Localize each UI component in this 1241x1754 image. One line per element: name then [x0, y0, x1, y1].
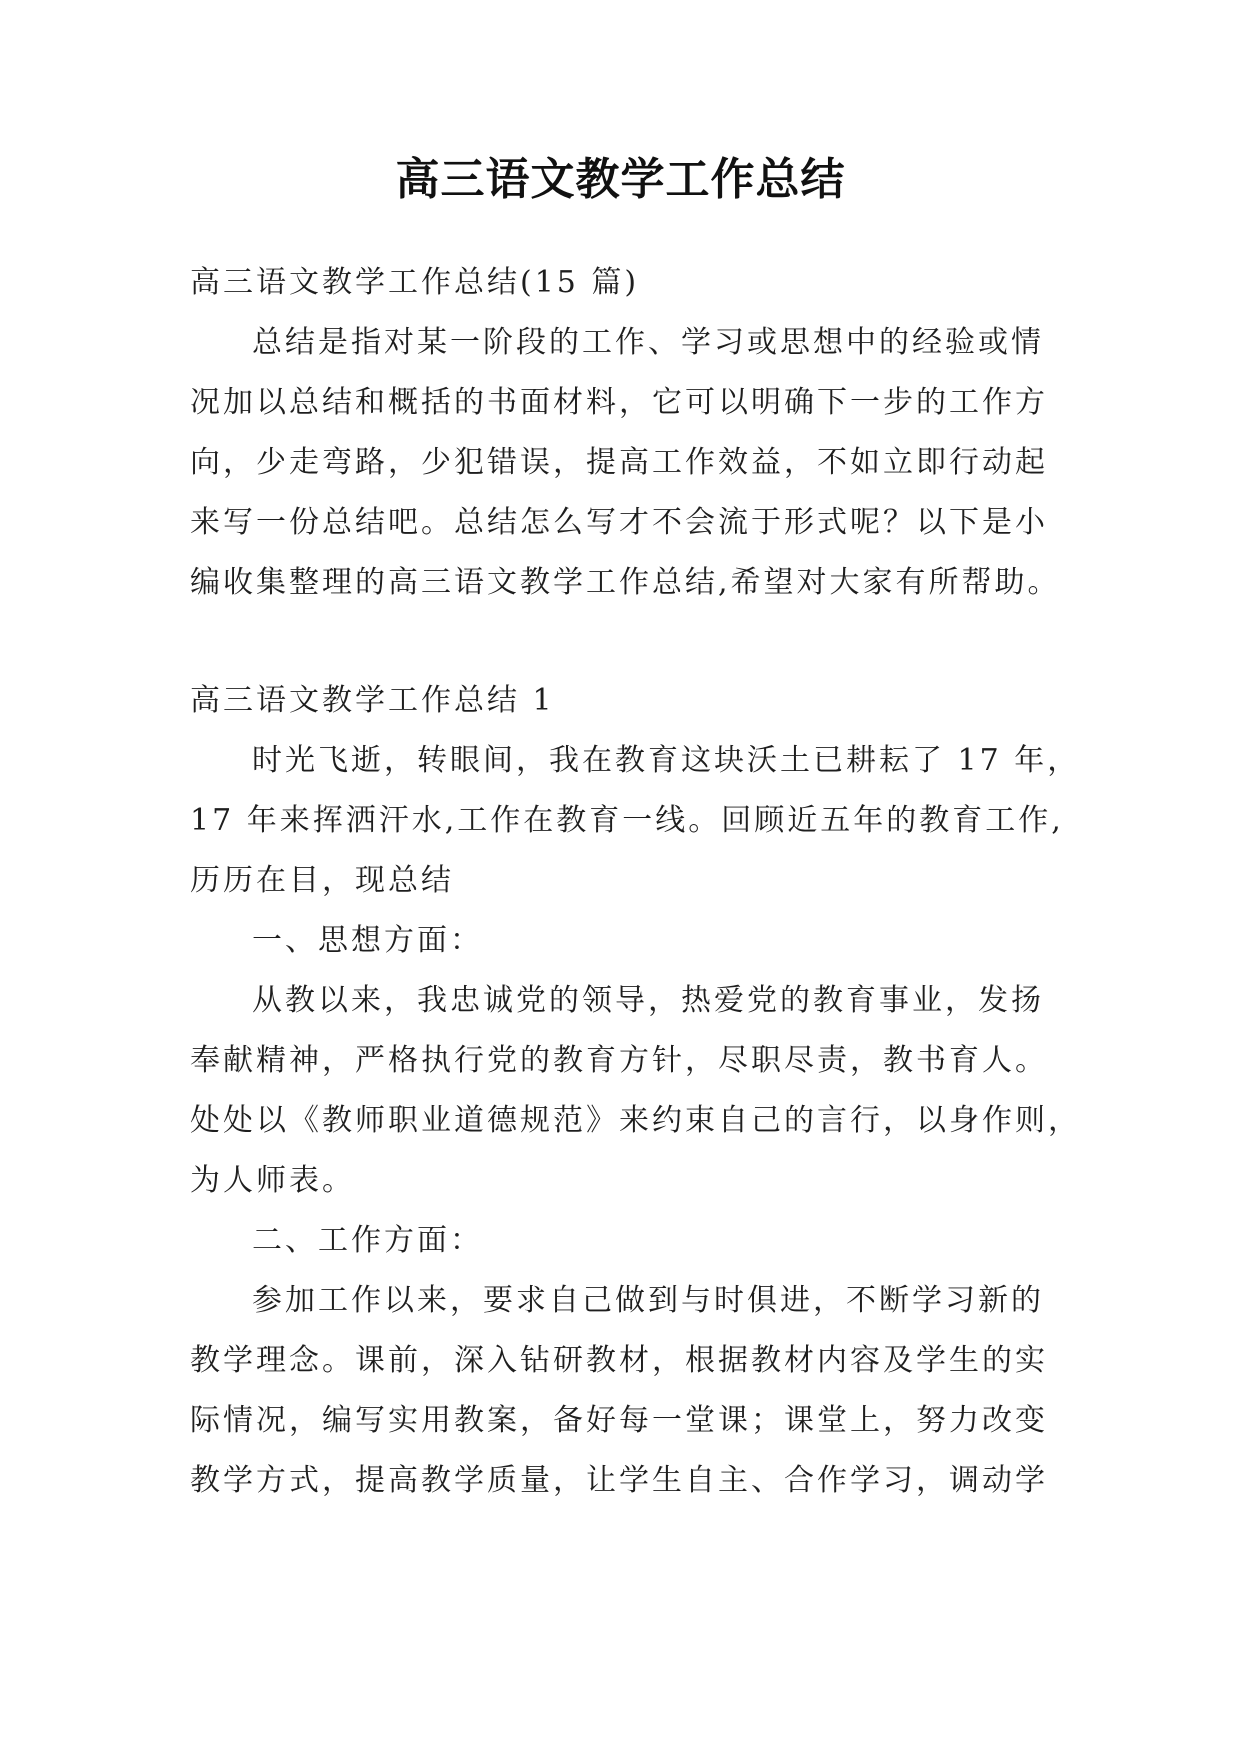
paragraph-line: 为人师表。	[190, 1163, 355, 1198]
intro-paragraph	[190, 313, 1060, 613]
subheading-thought	[190, 911, 1060, 971]
paragraph-line: 17 年来挥洒汗水,工作在教育一线。回顾近五年的教育工作,	[190, 803, 1064, 838]
section-heading: 高三语文教学工作总结 1	[190, 683, 555, 718]
paragraph-line: 从教以来，我忠诚党的领导，热爱党的教育事业，发扬	[252, 983, 1044, 1018]
paragraph-line: 历历在目，现总结	[190, 863, 454, 898]
intro-line: 况加以总结和概括的书面材料，它可以明确下一步的工作方	[190, 385, 1048, 420]
paragraph-line: 教学理念。课前，深入钻研教材，根据教材内容及学生的实	[190, 1343, 1048, 1378]
intro-line: 向，少走弯路，少犯错误，提高工作效益，不如立即行动起	[190, 445, 1048, 480]
paragraph-line: 教学方式，提高教学质量，让学生自主、合作学习，调动学	[190, 1463, 1048, 1498]
document-subtitle: 高三语文教学工作总结(15 篇)	[190, 265, 640, 300]
intro-line: 来写一份总结吧。总结怎么写才不会流于形式呢？以下是小	[190, 505, 1048, 540]
paragraph-line: 奉献精神，严格执行党的教育方针，尽职尽责，教书育人。	[190, 1043, 1048, 1078]
document-title: 高三语文教学工作总结	[395, 154, 846, 205]
section1-paragraph-3	[190, 1271, 1060, 1511]
paragraph-line: 时光飞逝，转眼间，我在教育这块沃土已耕耘了 17 年，	[252, 743, 1081, 778]
subheading-text: 一、思想方面：	[252, 923, 483, 958]
paragraph-line: 参加工作以来，要求自己做到与时俱进，不断学习新的	[252, 1283, 1044, 1318]
section1-paragraph-2	[190, 971, 1081, 1211]
intro-line: 总结是指对某一阶段的工作、学习或思想中的经验或情	[252, 325, 1044, 360]
paragraph-line: 处处以《教师职业道德规范》来约束自己的言行，以身作则，	[190, 1103, 1081, 1138]
paragraph-line: 际情况，编写实用教案，备好每一堂课；课堂上，努力改变	[190, 1403, 1048, 1438]
subheading-work	[190, 1211, 1060, 1271]
section1-paragraph-1	[190, 731, 1081, 911]
subheading-text: 二、工作方面：	[252, 1223, 483, 1258]
intro-line: 编收集整理的高三语文教学工作总结,希望对大家有所帮助。	[190, 565, 1061, 600]
